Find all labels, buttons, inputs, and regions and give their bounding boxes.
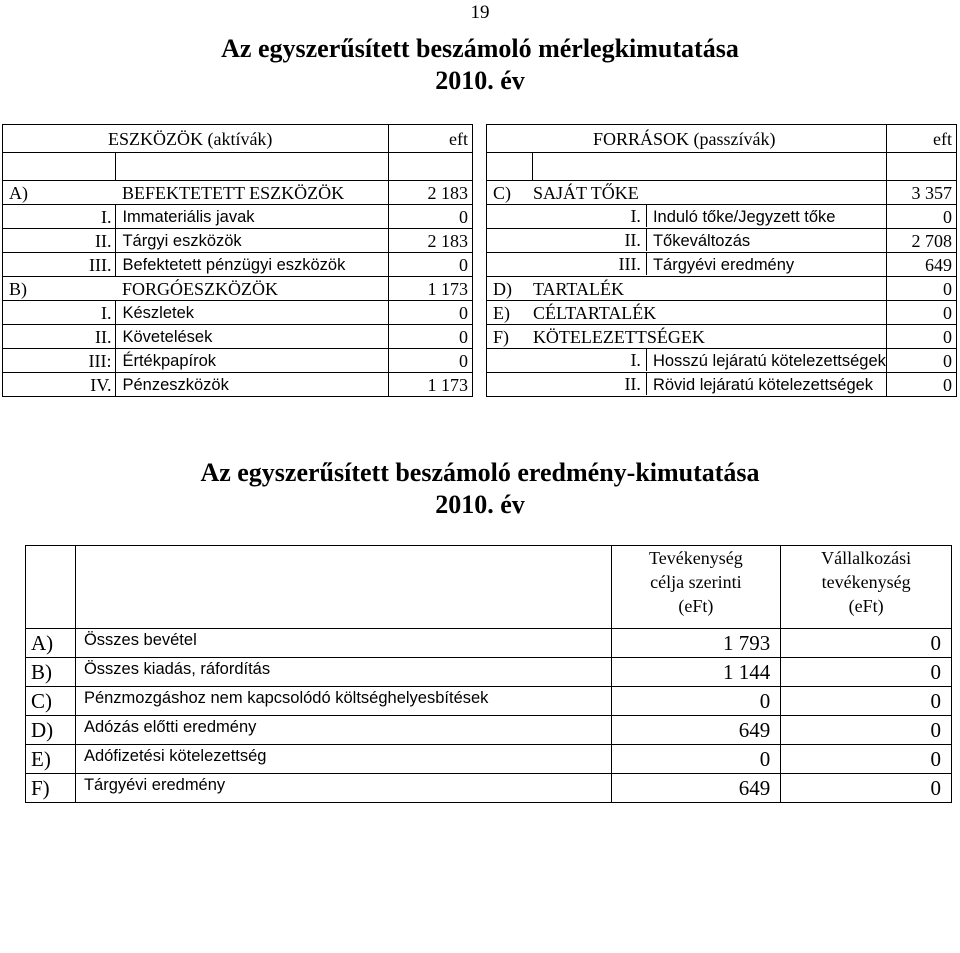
income-col1-header: Tevékenység célja szerinti (eFt) [611, 546, 781, 629]
assets-value: 1 173 [389, 277, 473, 301]
liabilities-label: KÖTELEZETTSÉGEK [533, 325, 886, 349]
income-value-business: 0 [781, 774, 952, 803]
page-number: 19 [470, 2, 490, 23]
income-row [26, 658, 952, 687]
assets-row [3, 181, 473, 205]
liabilities-value: 0 [886, 205, 956, 229]
assets-table [2, 124, 473, 397]
liabilities-row [487, 253, 957, 277]
assets-code: I. [3, 301, 116, 325]
liabilities-value: 0 [886, 373, 956, 397]
liabilities-label: SAJÁT TŐKE [533, 181, 886, 205]
assets-label: Értékpapírok [116, 349, 389, 373]
liabilities-label: Hosszú lejáratú kötelezettségek [652, 352, 886, 370]
income-label: Összes kiadás, ráfordítás [75, 658, 611, 687]
income-value-purpose: 0 [611, 687, 781, 716]
liabilities-code: I. [533, 349, 647, 371]
liabilities-label-cell [533, 205, 886, 229]
liabilities-value: 0 [886, 349, 956, 373]
liabilities-code: F) [487, 325, 533, 349]
balance-title: Az egyszerűsített beszámoló mérlegkimutatása [221, 34, 739, 63]
liabilities-row [487, 205, 957, 229]
assets-label: Készletek [116, 301, 389, 325]
income-header-row [26, 546, 952, 629]
income-value-business: 0 [781, 716, 952, 745]
assets-code: III: [3, 349, 116, 373]
liabilities-value: 3 357 [886, 181, 956, 205]
income-year: 2010. év [435, 490, 525, 519]
liabilities-header-row [487, 125, 957, 153]
liabilities-value: 0 [886, 277, 956, 301]
income-code: F) [26, 774, 76, 803]
income-value-purpose: 649 [611, 716, 781, 745]
liabilities-label: TARTALÉK [533, 277, 886, 301]
income-code: B) [26, 658, 76, 687]
liabilities-value: 0 [886, 325, 956, 349]
assets-code: II. [3, 229, 116, 253]
income-row [26, 629, 952, 658]
income-value-purpose: 0 [611, 745, 781, 774]
liabilities-label-cell [533, 349, 886, 373]
assets-label: Pénzeszközök [116, 373, 389, 397]
liabilities-row [487, 325, 957, 349]
assets-row [3, 205, 473, 229]
assets-label: BEFEKTETETT ESZKÖZÖK [116, 181, 389, 205]
income-label: Adófizetési kötelezettség [75, 745, 611, 774]
liabilities-row [487, 229, 957, 253]
liabilities-value: 649 [886, 253, 956, 277]
assets-row [3, 253, 473, 277]
income-value-business: 0 [781, 658, 952, 687]
income-row [26, 774, 952, 803]
liabilities-code: III. [533, 253, 647, 275]
assets-blank-row [3, 153, 473, 181]
assets-label: Befektetett pénzügyi eszközök [116, 253, 389, 277]
income-col2-header: Vállalkozási tevékenység (eFt) [781, 546, 952, 629]
assets-code: II. [3, 325, 116, 349]
assets-label: Követelések [116, 325, 389, 349]
income-value-purpose: 1 144 [611, 658, 781, 687]
assets-label: Immateriális javak [116, 205, 389, 229]
liabilities-blank-row [487, 153, 957, 181]
income-label: Tárgyévi eredmény [75, 774, 611, 803]
liabilities-row [487, 373, 957, 397]
liabilities-row [487, 349, 957, 373]
income-label: Adózás előtti eredmény [75, 716, 611, 745]
income-value-business: 0 [781, 745, 952, 774]
liabilities-row [487, 301, 957, 325]
liabilities-code: II. [533, 229, 647, 251]
assets-row [3, 301, 473, 325]
liabilities-label: Tőkeváltozás [652, 232, 751, 250]
income-value-business: 0 [781, 687, 952, 716]
liabilities-row [487, 181, 957, 205]
liabilities-value: 2 708 [886, 229, 956, 253]
assets-row [3, 325, 473, 349]
income-value-purpose: 1 793 [611, 629, 781, 658]
liabilities-code: D) [487, 277, 533, 301]
income-title: Az egyszerűsített beszámoló eredmény-kimutatása [200, 458, 760, 487]
assets-header-row [3, 125, 473, 153]
income-row [26, 687, 952, 716]
assets-code: IV. [3, 373, 116, 397]
assets-value: 0 [389, 253, 473, 277]
assets-label: FORGÓESZKÖZÖK [116, 277, 389, 301]
assets-row [3, 229, 473, 253]
balance-year: 2010. év [435, 66, 525, 95]
assets-value: 0 [389, 205, 473, 229]
income-label: Összes bevétel [75, 629, 611, 658]
assets-row [3, 277, 473, 301]
assets-header: ESZKÖZÖK (aktívák) [116, 125, 389, 153]
liabilities-code: C) [487, 181, 533, 205]
liabilities-unit: eft [886, 125, 956, 153]
liabilities-code: II. [533, 373, 647, 395]
liabilities-label-cell [533, 229, 886, 253]
assets-row [3, 373, 473, 397]
liabilities-label-cell [533, 253, 886, 277]
assets-unit: eft [389, 125, 473, 153]
liabilities-label: Rövid lejáratú kötelezettségek [652, 376, 874, 394]
income-code: D) [26, 716, 76, 745]
assets-value: 0 [389, 301, 473, 325]
assets-value: 2 183 [389, 229, 473, 253]
income-value-purpose: 649 [611, 774, 781, 803]
assets-code: B) [3, 277, 116, 301]
liabilities-code: I. [533, 205, 647, 227]
liabilities-row [487, 277, 957, 301]
income-table [25, 545, 952, 803]
assets-code: A) [3, 181, 116, 205]
liabilities-value: 0 [886, 301, 956, 325]
liabilities-label-cell [533, 373, 886, 397]
liabilities-label: CÉLTARTALÉK [533, 301, 886, 325]
assets-row [3, 349, 473, 373]
income-row [26, 716, 952, 745]
income-label: Pénzmozgáshoz nem kapcsolódó költséghelyesbítések [75, 687, 611, 716]
assets-value: 0 [389, 325, 473, 349]
liabilities-header: FORRÁSOK (passzívák) [533, 125, 886, 153]
assets-code: III. [3, 253, 116, 277]
income-code: E) [26, 745, 76, 774]
liabilities-label: Induló tőke/Jegyzett tőke [652, 208, 836, 226]
assets-value: 0 [389, 349, 473, 373]
income-row [26, 745, 952, 774]
liabilities-table [486, 124, 957, 397]
income-value-business: 0 [781, 629, 952, 658]
liabilities-label: Tárgyévi eredmény [652, 256, 795, 274]
liabilities-code: E) [487, 301, 533, 325]
income-code: A) [26, 629, 76, 658]
assets-value: 1 173 [389, 373, 473, 397]
income-code: C) [26, 687, 76, 716]
assets-value: 2 183 [389, 181, 473, 205]
assets-code: I. [3, 205, 116, 229]
assets-label: Tárgyi eszközök [116, 229, 389, 253]
